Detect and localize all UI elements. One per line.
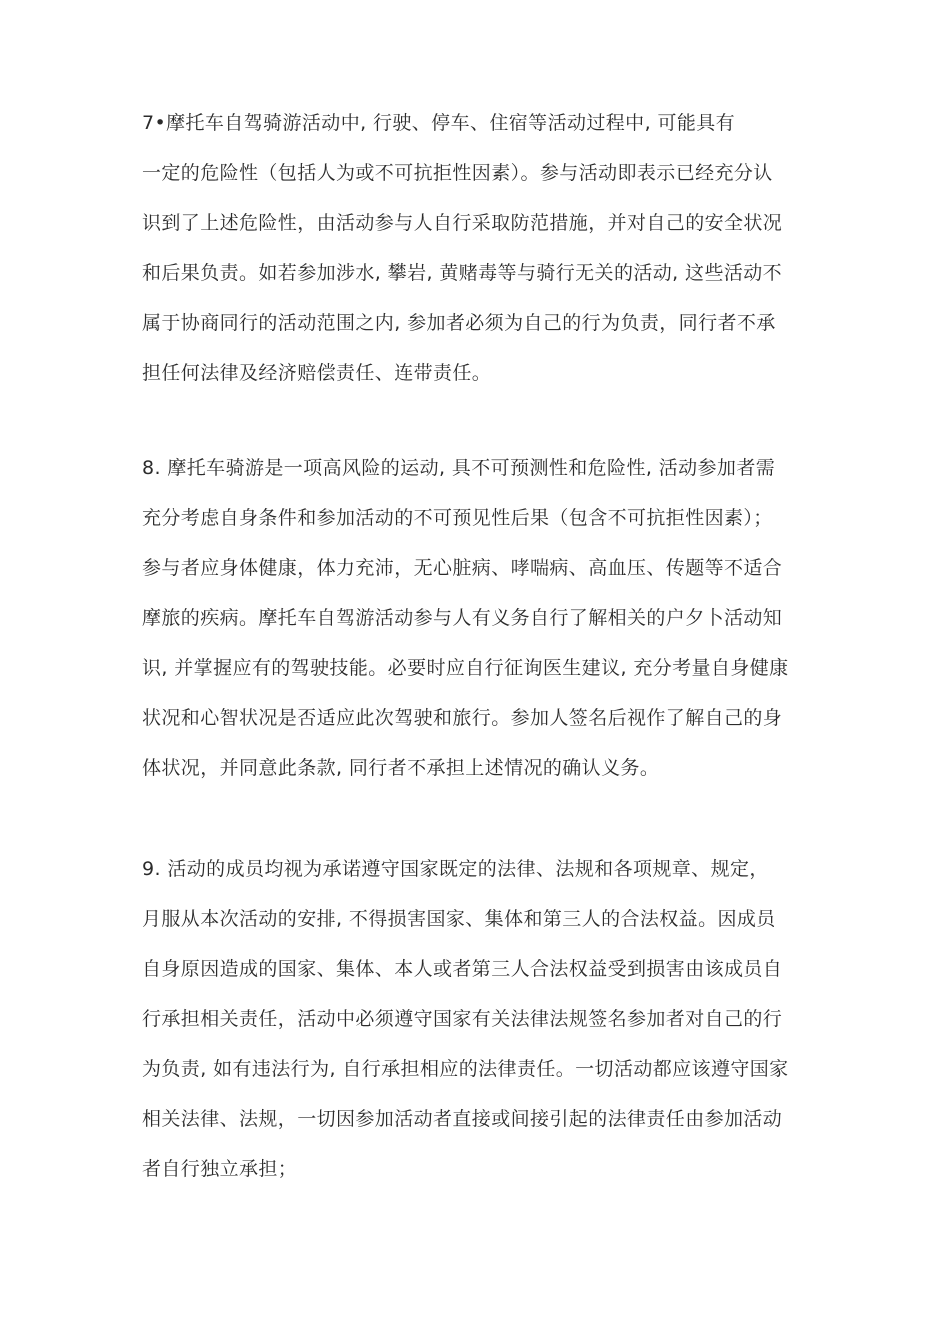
clause-8-line-5: 识, 并掌握应有的驾驶技能。必要时应自行征询医生建议, 充分考量自身健康	[142, 657, 789, 679]
clause-9-paragraph	[142, 844, 842, 1194]
clause-8-line-4: 摩旅的疾病。摩托车自驾游活动参与人有义务自行了解相关的户夕卜活动知	[142, 607, 783, 629]
clause-8-line-2: 充分考虑自身条件和参加活动的不可预见性后果（包含不可抗拒性因素）；	[142, 507, 773, 529]
clause-9-line-5: 为负责, 如有违法行为, 自行承担相应的法律责任。一切活动都应该遵守国家	[142, 1058, 789, 1080]
clause-9-line-1: 9. 活动的成员均视为承诺遵守国家既定的法律、法规和各项规章、规定，	[142, 858, 769, 880]
clause-8-paragraph	[142, 443, 842, 793]
clause-9-line-2: 月服从本次活动的安排, 不得损害国家、集体和第三人的合法权益。因成员	[142, 908, 776, 930]
clause-7-line-3: 识到了上述危险性，由活动参与人自行采取防范措施，并对自己的安全状况	[142, 212, 783, 234]
clause-7-paragraph	[142, 98, 842, 398]
clause-9-line-7: 者自行独立承担；	[142, 1158, 298, 1180]
clause-8-line-1: 8. 摩托车骑游是一项高风险的运动, 具不可预测性和危险性, 活动参加者需	[142, 457, 776, 479]
clause-7-line-5: 属于协商同行的活动范围之内, 参加者必须为自己的行为负责，同行者不承	[142, 312, 776, 334]
clause-7-line-1: 7•摩托车自驾骑游活动中, 行驶、停车、住宿等活动过程中, 可能具有	[142, 112, 736, 134]
clause-8-line-3: 参与者应身体健康，体力充沛，无心脏病、哮喘病、高血压、传题等不适合	[142, 557, 783, 579]
clause-8-line-6: 状况和心智状况是否适应此次驾驶和旅行。参加人签名后视作了解自己的身	[142, 707, 783, 729]
clause-7-line-4: 和后果负责。如若参加涉水, 攀岩, 黄赌毒等与骑行无关的活动, 这些活动不	[142, 262, 783, 284]
clause-7-line-2: 一定的危险性（包括人为或不可抗拒性因素）。参与活动即表示已经充分认	[142, 162, 773, 184]
clause-9-line-6: 相关法律、法规，一切因参加活动者直接或间接引起的法律责任由参加活动	[142, 1108, 783, 1130]
clause-9-line-4: 行承担相关责任，活动中必须遵守国家有关法律法规签名参加者对自己的行	[142, 1008, 783, 1030]
clause-8-line-7: 体状况，并同意此条款, 同行者不承担上述情况的确认义务。	[142, 757, 660, 779]
clause-7-line-6: 担任何法律及经济赔偿责任、连带责任。	[142, 362, 492, 384]
clause-9-line-3: 自身原因造成的国家、集体、本人或者第三人合法权益受到损害由该成员自	[142, 958, 783, 980]
